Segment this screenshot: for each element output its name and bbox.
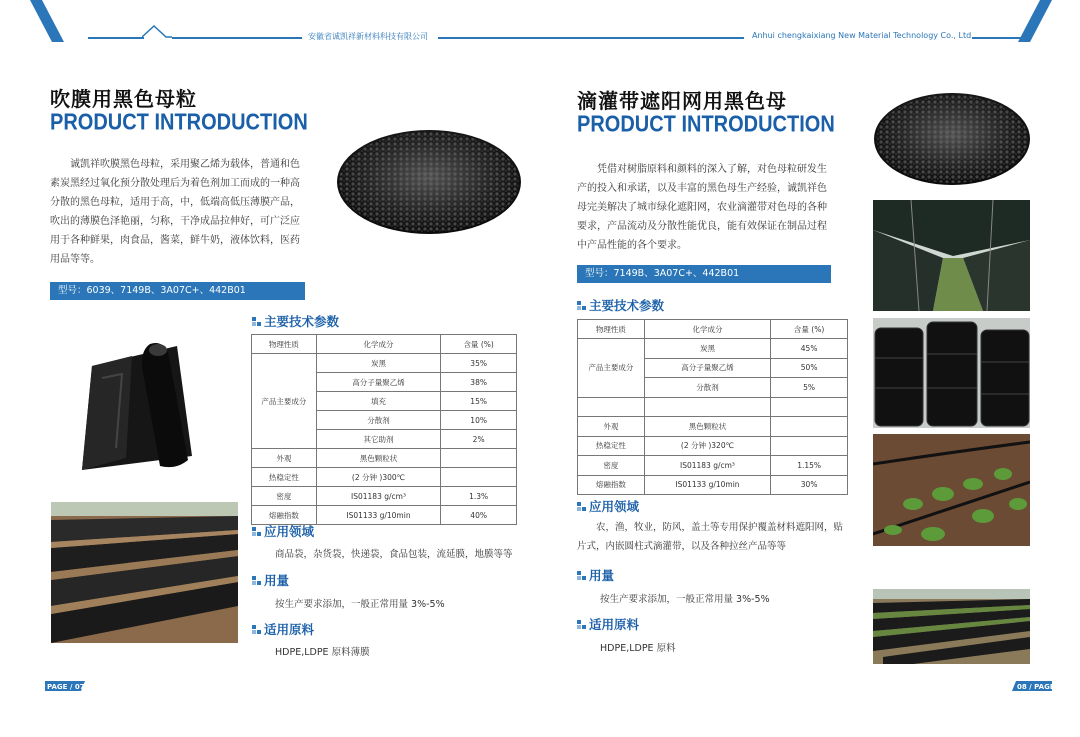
left-application-title: 应用领域 [264, 524, 315, 539]
table-cell: 高分子量聚乙烯 [644, 358, 771, 378]
section-marker-icon [252, 625, 261, 634]
table-cell [441, 449, 517, 468]
left-title-en: PRODUCT INTRODUCTION [50, 110, 308, 136]
right-dosage-text: 按生产要求添加，一般正常用量 3%-5% [600, 594, 770, 605]
table-cell [771, 417, 848, 437]
right-params-title: 主要技术参数 [589, 298, 665, 313]
shade-net-greenhouse-image [873, 200, 1030, 311]
table-row [252, 354, 517, 373]
table-header: 含量 (%) [441, 335, 517, 354]
header-line [88, 37, 144, 39]
header-line [172, 37, 302, 39]
table-cell: 外观 [578, 417, 645, 437]
table-cell: 45% [771, 339, 848, 359]
table-cell: 30% [771, 475, 848, 495]
left-intro: 诚凯祥吹膜黑色母粒，采用聚乙烯为载体，普通和色素炭黑经过氧化预分散处理后为着色剂加工而成的一种高分散的黑色母粒，适用于高，中，低端高低压薄膜产品，吹出的薄膜色泽艳丽，匀称，干净成品拉伸好，可广泛应用于各种鲜果，肉食品，酱菜，鲜牛奶，液体饮料，医药用品等等。 [50, 159, 300, 265]
right-dosage-title: 用量 [589, 568, 615, 583]
table-cell: 50% [771, 358, 848, 378]
section-marker-icon [577, 571, 586, 580]
right-params-heading [577, 296, 664, 314]
left-model-bar: 型号：6039、7149B、3A07C+、442B01 [50, 282, 305, 300]
black-film-roll-image [72, 338, 198, 474]
table-cell: 38% [441, 373, 517, 392]
left-application-text: 商品袋，杂货袋，快递袋，食品包装，流延膜，地膜等等 [275, 549, 513, 560]
table-cell: 1.15% [771, 456, 848, 476]
table-cell: 炭黑 [316, 354, 441, 373]
section-marker-icon [252, 527, 261, 536]
right-intro: 凭借对树脂原料和颜料的深入了解，对色母粒研发生产的投入和承诺，以及丰富的黑色母生产经验，诚凯祥色母完美解决了城市绿化遮阳网，农业滴灌带对色母的各种要求，产品流动及分散性能优良，能有效保证在制品过程中产品性能的各个要求。 [577, 164, 827, 251]
table-cell: 5% [771, 378, 848, 398]
table-group-label: 产品主要成分 [252, 354, 317, 449]
company-name-cn: 安徽省诚凯祥新材料科技有限公司 [308, 32, 428, 41]
corner-stripe-right [1018, 0, 1052, 42]
right-material-heading [577, 615, 639, 633]
right-spec-table [577, 319, 848, 495]
section-marker-icon [252, 576, 261, 585]
header-line [438, 37, 744, 39]
table-row [578, 436, 848, 456]
page-number-left: PAGE / 07 [47, 683, 85, 691]
left-params-heading [252, 312, 339, 330]
table-cell: IS01133 g/10min [644, 475, 771, 495]
left-params-title: 主要技术参数 [264, 314, 340, 329]
left-dosage-title: 用量 [264, 573, 290, 588]
table-cell: 分散剂 [644, 378, 771, 398]
table-cell: 15% [441, 392, 517, 411]
table-cell: 其它助剂 [316, 430, 441, 449]
right-material-text: HDPE,LDPE 原料 [600, 643, 676, 654]
table-cell: IS01183 g/cm³ [644, 456, 771, 476]
table-header: 化学成分 [316, 335, 441, 354]
table-cell: 黑色颗粒状 [644, 417, 771, 437]
table-cell [771, 397, 848, 417]
table-cell: (2 分钟 )320℃ [644, 436, 771, 456]
table-header: 物理性质 [252, 335, 317, 354]
table-row [578, 397, 848, 417]
section-marker-icon [577, 301, 586, 310]
table-header: 物理性质 [578, 320, 645, 339]
drip-irrigation-seedlings-image [873, 434, 1030, 546]
company-name-en: Anhui chengkaixiang New Material Technology Co., Ltd [752, 31, 972, 40]
table-cell: 10% [441, 411, 517, 430]
table-header: 化学成分 [644, 320, 771, 339]
table-cell: 填充 [316, 392, 441, 411]
table-header-row [252, 335, 517, 354]
table-cell [441, 468, 517, 487]
table-cell: 热稳定性 [578, 436, 645, 456]
section-marker-icon [252, 317, 261, 326]
table-cell: 40% [441, 506, 517, 525]
table-row [578, 456, 848, 476]
right-application-title: 应用领域 [589, 499, 640, 514]
right-title-en: PRODUCT INTRODUCTION [577, 112, 835, 138]
table-cell: 热稳定性 [252, 468, 317, 487]
corner-stripe-left [30, 0, 64, 42]
mulch-film-field-image [51, 502, 238, 643]
left-material-text: HDPE,LDPE 原料薄膜 [275, 647, 370, 658]
table-header-row [578, 320, 848, 339]
table-cell: 密度 [578, 456, 645, 476]
right-model-bar: 型号：7149B、3A07C+、442B01 [577, 265, 831, 283]
right-application-text: 农，渔，牧业，防风，盖土等专用保护覆盖材料遮阳网，贴片式，内嵌圆柱式滴灌带，以及各种拉丝产品等等 [577, 522, 844, 552]
page-number-right: 08 / PAGE [1017, 683, 1055, 691]
left-material-title: 适用原料 [264, 622, 315, 637]
header-notch [142, 25, 172, 39]
table-cell: 外观 [252, 449, 317, 468]
section-marker-icon [577, 502, 586, 511]
table-row [252, 449, 517, 468]
table-row [578, 417, 848, 437]
left-spec-table [251, 334, 517, 525]
table-row [252, 468, 517, 487]
table-cell: (2 分钟 )300℃ [316, 468, 441, 487]
table-cell [578, 397, 645, 417]
right-title-cn: 滴灌带遮阳网用黑色母 [577, 89, 787, 113]
table-header: 含量 (%) [771, 320, 848, 339]
right-application-heading [577, 497, 639, 515]
table-group-label: 产品主要成分 [578, 339, 645, 398]
table-cell: 分散剂 [316, 411, 441, 430]
table-cell: 1.3% [441, 487, 517, 506]
table-cell [644, 397, 771, 417]
table-cell: 熔融指数 [578, 475, 645, 495]
left-title-cn: 吹膜用黑色母粒 [50, 87, 197, 111]
table-cell: 密度 [252, 487, 317, 506]
table-cell: 黑色颗粒状 [316, 449, 441, 468]
drip-tape-rolls-image [873, 318, 1030, 428]
right-dosage-heading [577, 566, 614, 584]
section-marker-icon [577, 620, 586, 629]
right-material-title: 适用原料 [589, 617, 640, 632]
table-row [578, 475, 848, 495]
table-cell: 炭黑 [644, 339, 771, 359]
table-cell: 35% [441, 354, 517, 373]
table-row [578, 339, 848, 359]
mulch-rows-field-image [873, 589, 1030, 664]
left-dosage-text: 按生产要求添加，一般正常用量 3%-5% [275, 599, 445, 610]
table-row [252, 487, 517, 506]
black-pellets-image-right [873, 85, 1031, 187]
table-cell [771, 436, 848, 456]
table-cell: IS01183 g/cm³ [316, 487, 441, 506]
table-cell: 2% [441, 430, 517, 449]
left-dosage-heading [252, 571, 289, 589]
table-cell: 高分子量聚乙烯 [316, 373, 441, 392]
table-cell: IS01133 g/10min [316, 506, 441, 525]
table-cell: 熔融指数 [252, 506, 317, 525]
left-material-heading [252, 620, 314, 638]
left-application-heading [252, 522, 314, 540]
black-pellets-image [333, 122, 521, 240]
